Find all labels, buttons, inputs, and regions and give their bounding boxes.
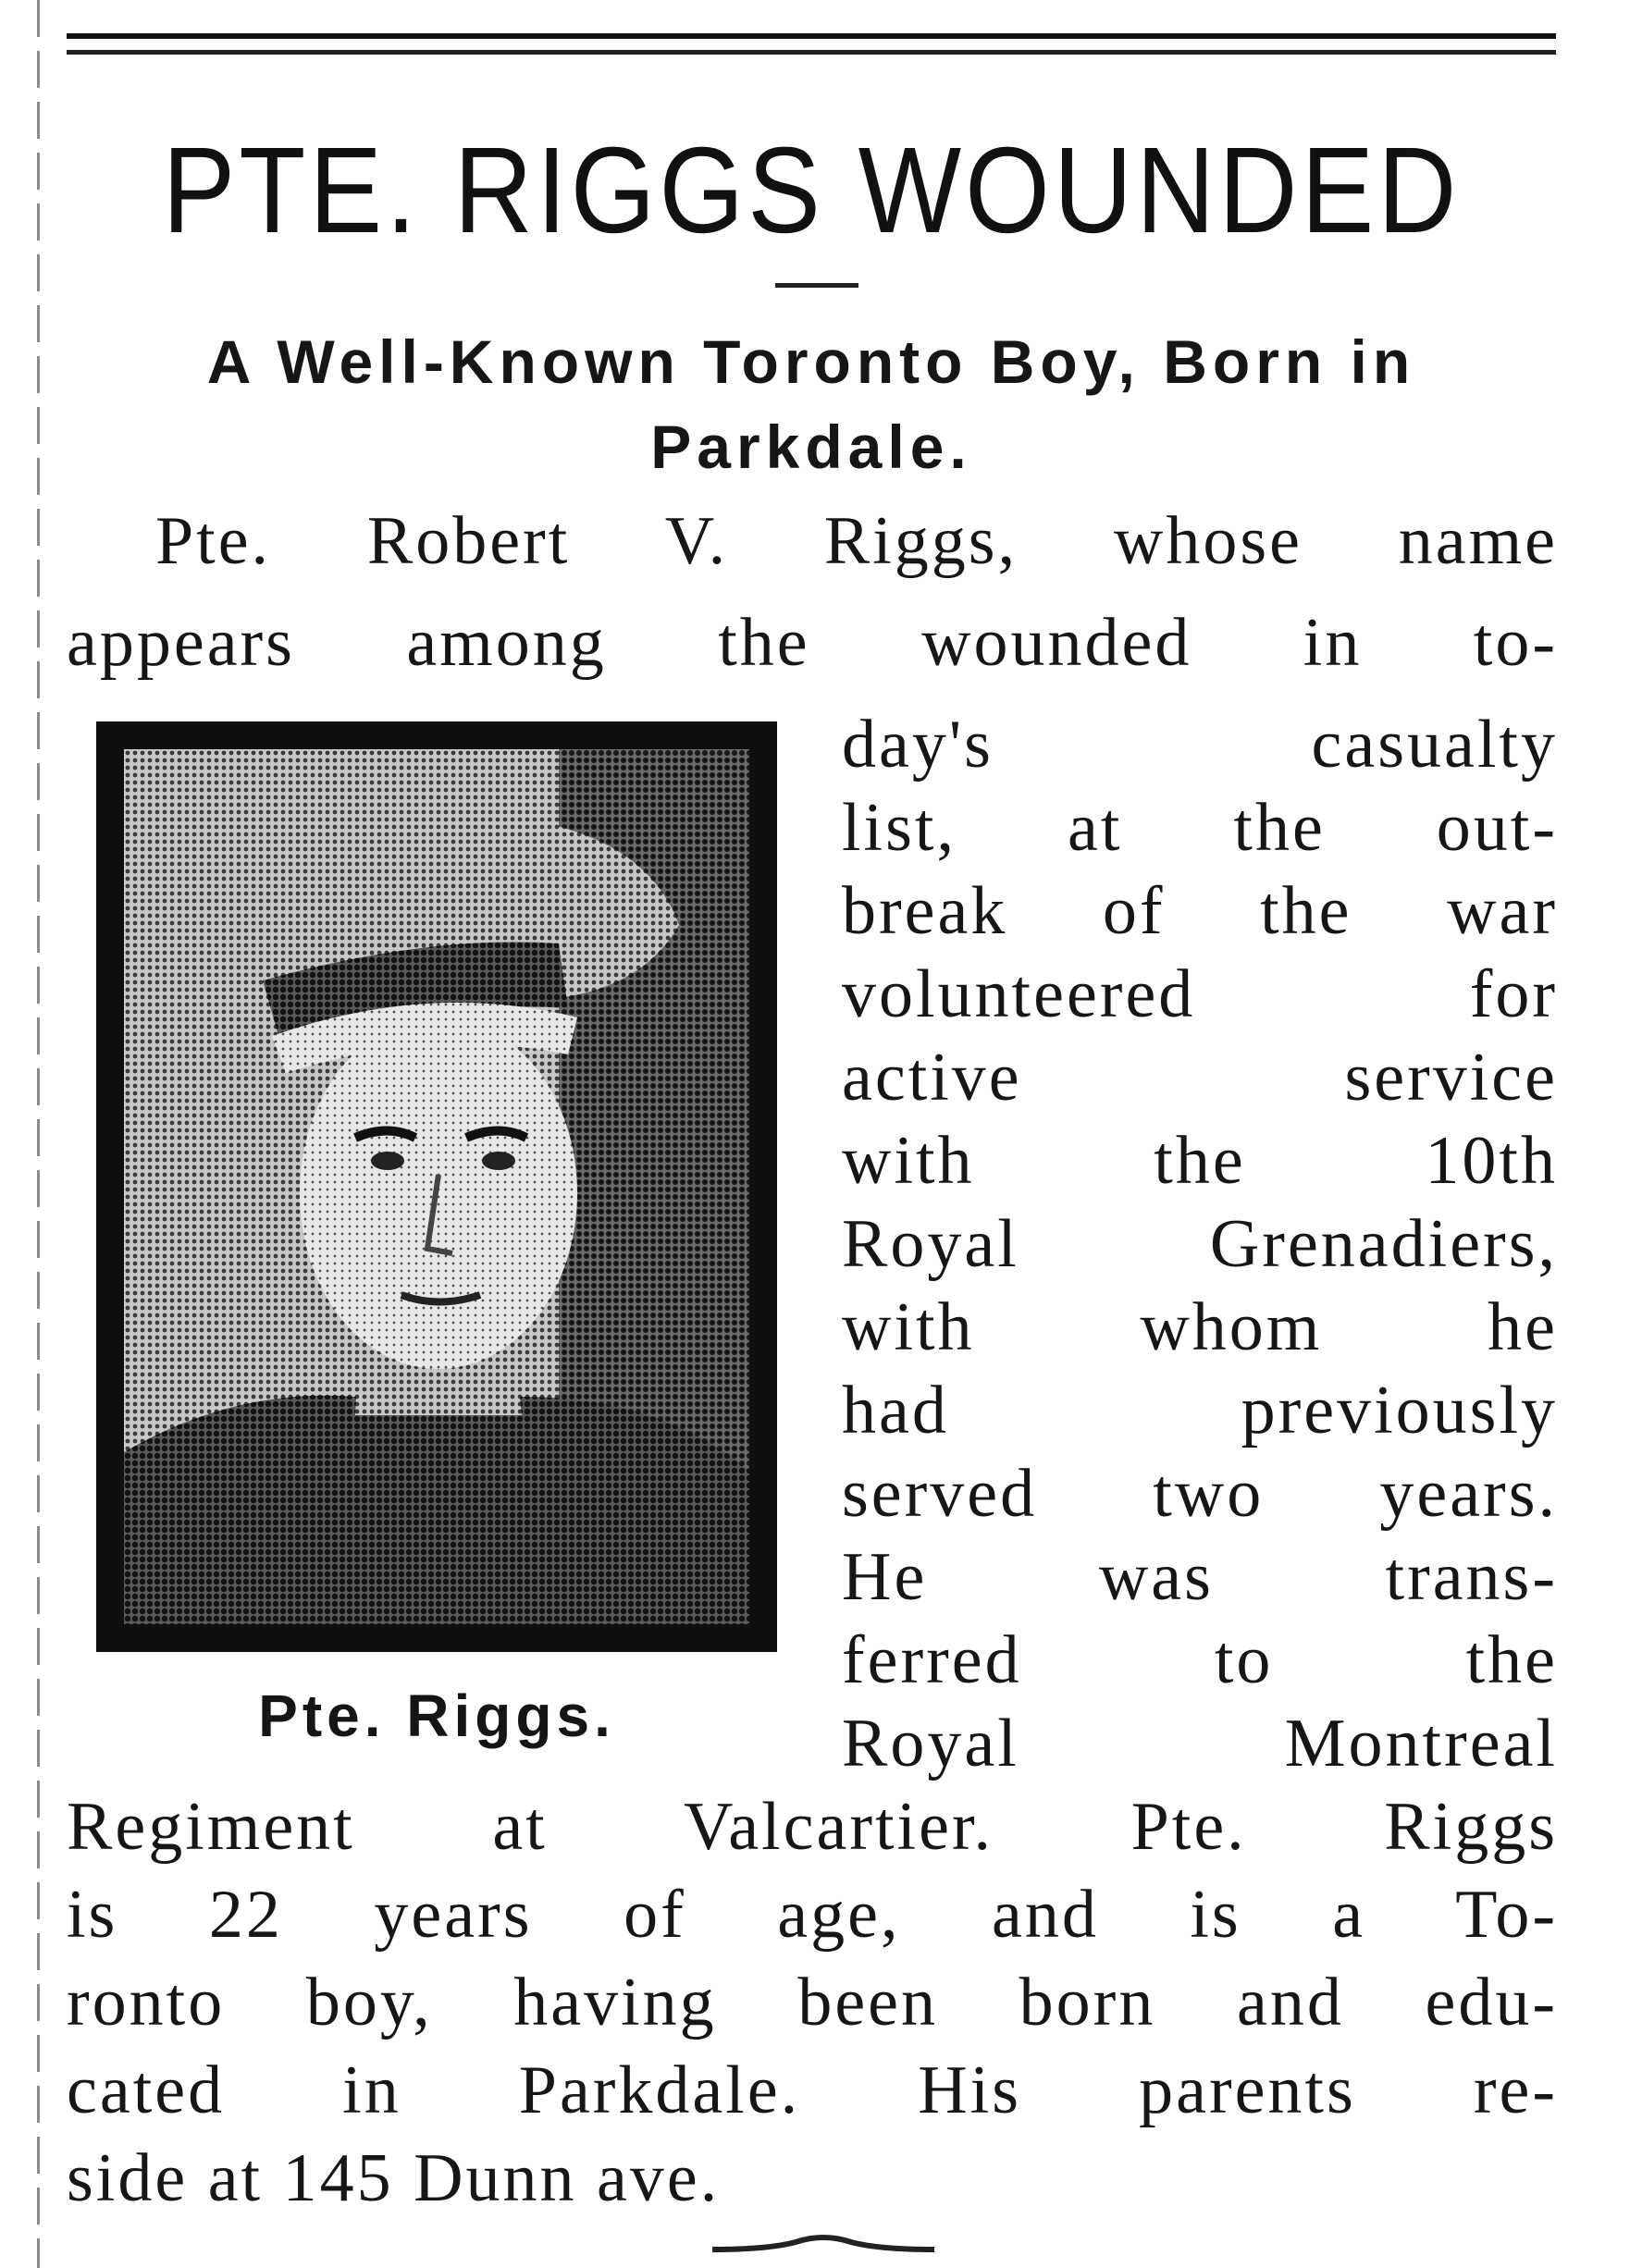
headline: PTE. RIGGS WOUNDED: [162, 122, 1461, 260]
subheadline: [67, 319, 1556, 489]
subheadline-line: Parkdale.: [650, 413, 972, 481]
top-rule: [67, 33, 1556, 39]
body-line: ferred to the: [842, 1622, 1558, 1698]
body-line: list, at the out-: [842, 790, 1558, 866]
body-line: Royal Grenadiers,: [842, 1206, 1558, 1282]
body-line: Regiment at Valcartier. Pte. Riggs: [67, 1789, 1558, 1865]
body-line: with whom he: [842, 1289, 1558, 1365]
headline-divider: [775, 283, 858, 288]
portrait-photo: [96, 721, 777, 1652]
body-line: with the 10th: [842, 1123, 1558, 1199]
body-line: ronto boy, having been born and edu-: [67, 1965, 1558, 2040]
body-line: Royal Montreal: [842, 1706, 1558, 1781]
body-line: side at 145 Dunn ave.: [67, 2140, 721, 2216]
portrait-image: [124, 749, 749, 1624]
body-line: had previously: [842, 1373, 1558, 1448]
body-line: is 22 years of age, and is a To-: [67, 1877, 1558, 1953]
body-line: active service: [842, 1040, 1558, 1116]
top-rule-secondary: [67, 50, 1556, 55]
body-line: served two years.: [842, 1456, 1558, 1532]
body-line: Pte. Robert V. Riggs, whose name: [155, 503, 1558, 579]
soldier-portrait-icon: [124, 749, 749, 1624]
subheadline-line: A Well-Known Toronto Boy, Born in: [206, 327, 1416, 396]
end-ornament-icon: [712, 2229, 934, 2257]
body-line: He was trans-: [842, 1539, 1558, 1615]
body-line: cated in Parkdale. His parents re-: [67, 2052, 1558, 2128]
column-rule: [37, 0, 40, 2268]
body-line: day's casualty: [842, 707, 1558, 783]
body-line: appears among the wounded in to-: [67, 605, 1558, 681]
photo-caption: Pte. Riggs.: [258, 1683, 615, 1749]
body-line: volunteered for: [842, 956, 1558, 1032]
body-line: break of the war: [842, 873, 1558, 949]
